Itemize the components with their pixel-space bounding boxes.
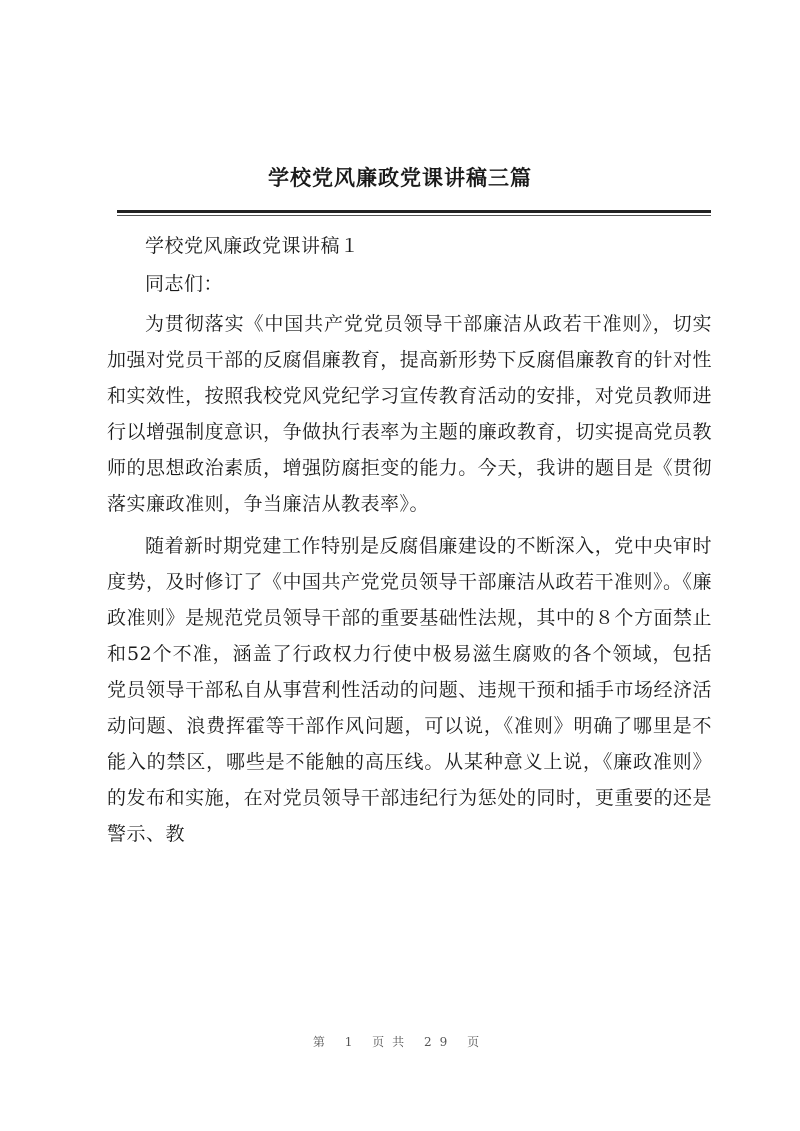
title-rule-thin <box>117 215 711 216</box>
paragraph-1: 为贯彻落实《中国共产党党员领导干部廉洁从政若干准则》，切实加强对党员干部的反腐倡廉教育，提高新形势下反腐倡廉教育的针对性和实效性，按照我校党风党纪学习宣传教育活动的安排，对党员教师进行以增强制度意识，争做执行表率为主题的廉政教育，切实提高党员教师的思想政治素质，增强防腐拒变的能力。今天，我讲的题目是《贯彻落实廉政准则，争当廉洁从教表率》。 <box>107 313 712 515</box>
document-body <box>107 230 712 852</box>
section-heading: 学校党风廉政党课讲稿１ <box>145 235 360 257</box>
document-title: 学校党风廉政党课讲稿三篇 <box>268 165 532 190</box>
salutation: 同志们： <box>145 273 224 295</box>
page-footer: 第 1 页共 29 页 <box>312 1035 488 1049</box>
paragraph-2: 随着新时期党建工作特别是反腐倡廉建设的不断深入，党中央审时度势，及时修订了《中国共产党党员领导干部廉洁从政若干准则》。《廉政准则》是规范党员领导干部的重要基础性法规，其中的８个方面禁止和52个不准，涵盖了行政权力行使中极易滋生腐败的各个领域，包括党员领导干部私自从事营利性活动的问题、违规干预和插手市场经济活动问题、浪费挥霍等干部作风问题，可以说，《准则》明确了哪里是不能入的禁区，哪些是不能触的高压线。从某种意义上说，《廉政准则》的发布和实施，在对党员领导干部违纪行为惩处的同时，更重要的还是警示、教 <box>107 535 713 845</box>
title-rule-thick <box>117 210 711 213</box>
